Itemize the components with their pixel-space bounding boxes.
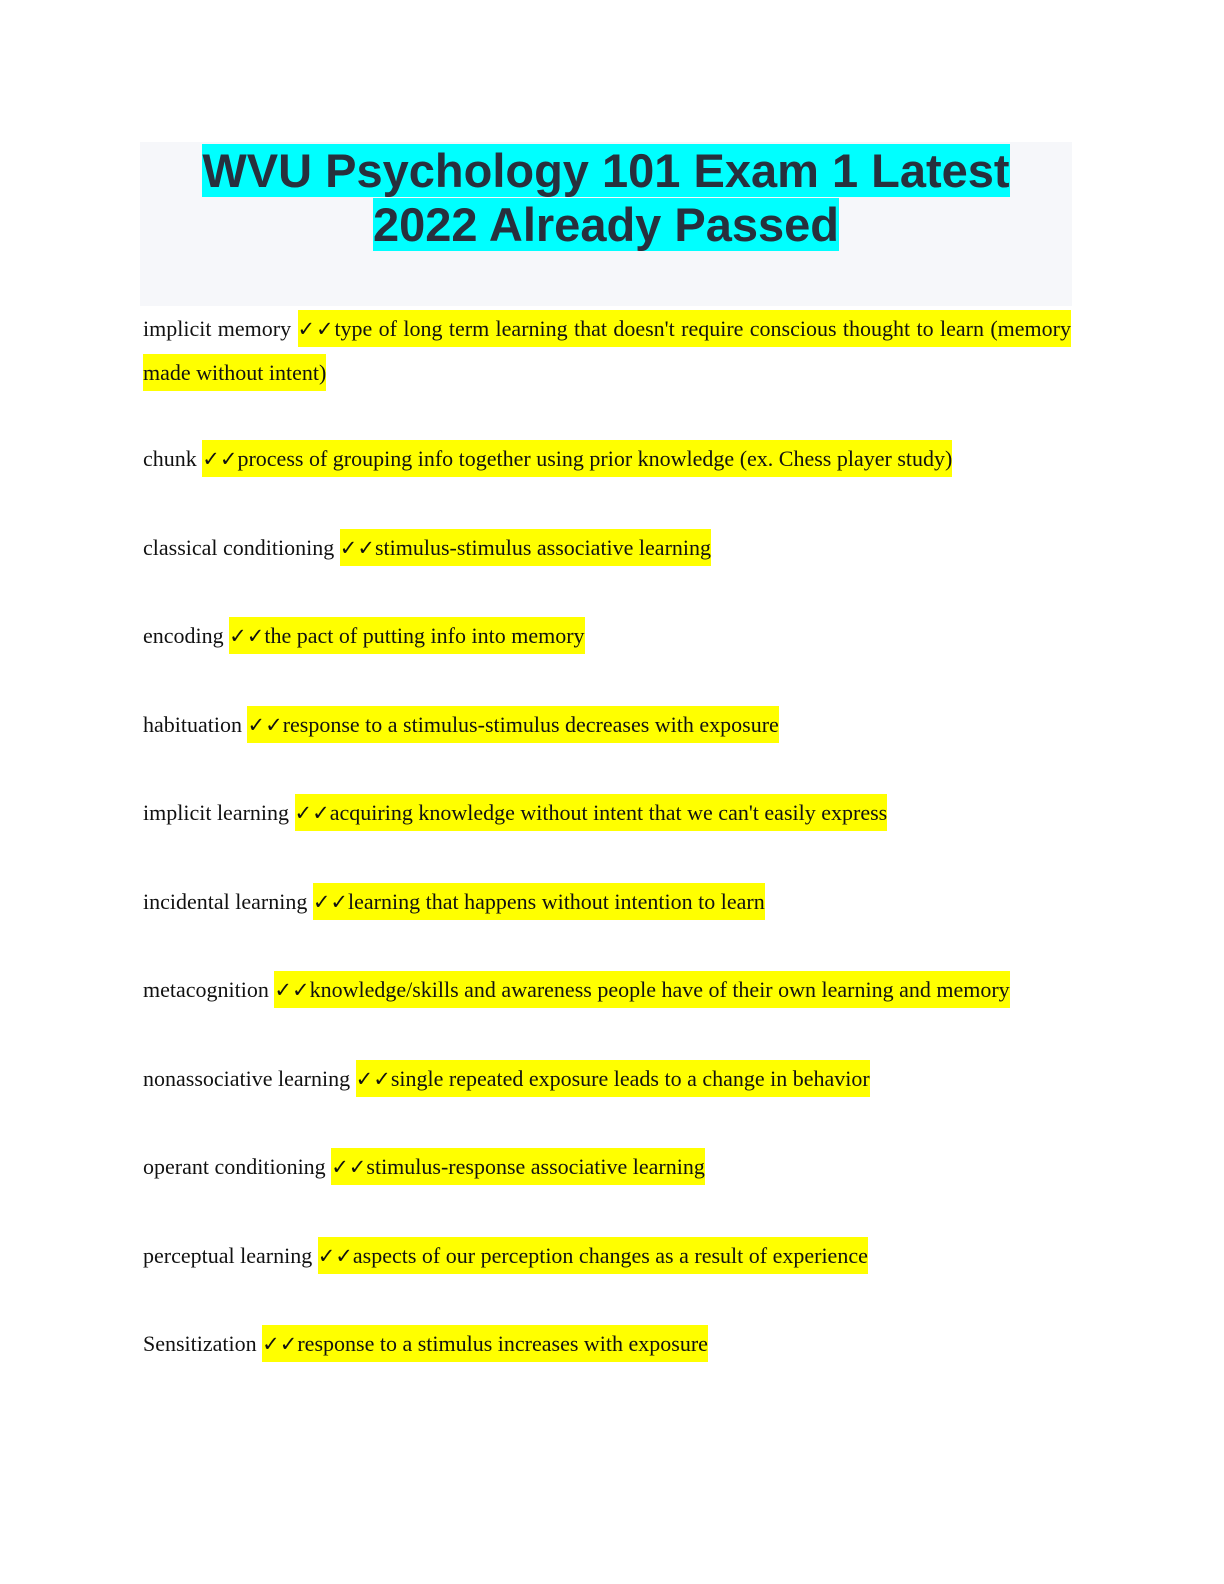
entry-definition-highlight <box>356 1060 870 1097</box>
entry-definition-highlight <box>340 529 711 566</box>
entry-definition: response to a stimulus-stimulus decreases with exposure <box>282 711 779 737</box>
entry-term: implicit memory <box>143 316 292 341</box>
entry-term: operant conditioning <box>143 1154 326 1179</box>
title-box <box>140 142 1072 306</box>
entry-definition: the pact of putting info into memory <box>264 623 585 648</box>
title-line-2: 2022 Already Passed <box>373 198 839 251</box>
entry-term: Sensitization <box>143 1331 257 1356</box>
check-icon: ✓✓ <box>339 535 375 560</box>
check-icon: ✓✓ <box>262 1332 298 1356</box>
check-icon: ✓✓ <box>229 624 265 648</box>
entry-chunk <box>143 437 1071 481</box>
check-icon: ✓✓ <box>294 801 330 825</box>
entry-term: metacognition <box>143 977 269 1002</box>
entry-definition: response to a stimulus increases with exposure <box>297 1331 708 1356</box>
check-icon: ✓✓ <box>202 447 238 471</box>
entry-encoding <box>143 614 1071 658</box>
entry-definition: stimulus-response associative learning <box>366 1154 705 1179</box>
entry-definition: single repeated exposure leads to a change in behavior <box>390 1065 870 1091</box>
entry-definition-highlight <box>274 971 1009 1008</box>
entry-definition-highlight <box>202 440 952 477</box>
entry-incidental-learning <box>143 880 1071 924</box>
entry-sensitization <box>143 1322 1071 1366</box>
entry-definition: stimulus-stimulus associative learning <box>374 534 712 560</box>
entry-metacognition <box>143 968 1071 1012</box>
entry-term: chunk <box>143 446 197 471</box>
entry-term: implicit learning <box>143 800 290 825</box>
entry-perceptual-learning <box>143 1234 1071 1278</box>
entry-definition: type of long term learning that doesn't require conscious thought to learn (memory made without intent) <box>143 316 1071 385</box>
check-icon: ✓✓ <box>317 1243 353 1268</box>
entry-definition-highlight <box>262 1325 708 1362</box>
check-icon: ✓✓ <box>355 1066 391 1091</box>
entry-term: perceptual learning <box>143 1242 313 1268</box>
entry-definition: process of grouping info together using prior knowledge (ex. Chess player study) <box>237 446 953 471</box>
check-icon: ✓✓ <box>312 889 349 914</box>
entry-term: nonassociative learning <box>143 1065 351 1091</box>
entry-definition: learning that happens without intention to learn <box>348 888 765 914</box>
flashcard-list <box>143 307 1071 1411</box>
check-icon: ✓✓ <box>247 712 283 737</box>
entry-nonassociative-learning <box>143 1057 1071 1101</box>
entry-term: encoding <box>143 623 224 648</box>
entry-definition: knowledge/skills and awareness people have of their own learning and memory <box>309 977 1010 1002</box>
entry-definition: aspects of our perception changes as a result of experience <box>352 1242 868 1268</box>
entry-term: habituation <box>143 711 242 737</box>
entry-definition: acquiring knowledge without intent that we can't easily express <box>329 800 888 825</box>
entry-term: classical conditioning <box>143 534 335 560</box>
entry-definition-highlight <box>295 794 888 831</box>
entry-definition-highlight <box>318 1237 868 1274</box>
entry-implicit-learning <box>143 791 1071 835</box>
entry-definition-highlight <box>313 883 765 920</box>
entry-definition-highlight <box>331 1148 705 1185</box>
entry-implicit-memory <box>143 307 1071 395</box>
entry-term: incidental learning <box>143 888 308 914</box>
entry-classical-conditioning <box>143 526 1071 570</box>
check-icon: ✓✓ <box>274 978 310 1002</box>
check-icon: ✓✓ <box>331 1155 367 1179</box>
entry-operant-conditioning <box>143 1145 1071 1189</box>
entry-definition-highlight <box>247 706 778 743</box>
check-icon: ✓✓ <box>297 317 335 341</box>
entry-habituation <box>143 703 1071 747</box>
title-line-1: WVU Psychology 101 Exam 1 Latest <box>202 144 1010 197</box>
entry-definition-highlight <box>229 617 584 654</box>
document-title <box>140 142 1072 252</box>
